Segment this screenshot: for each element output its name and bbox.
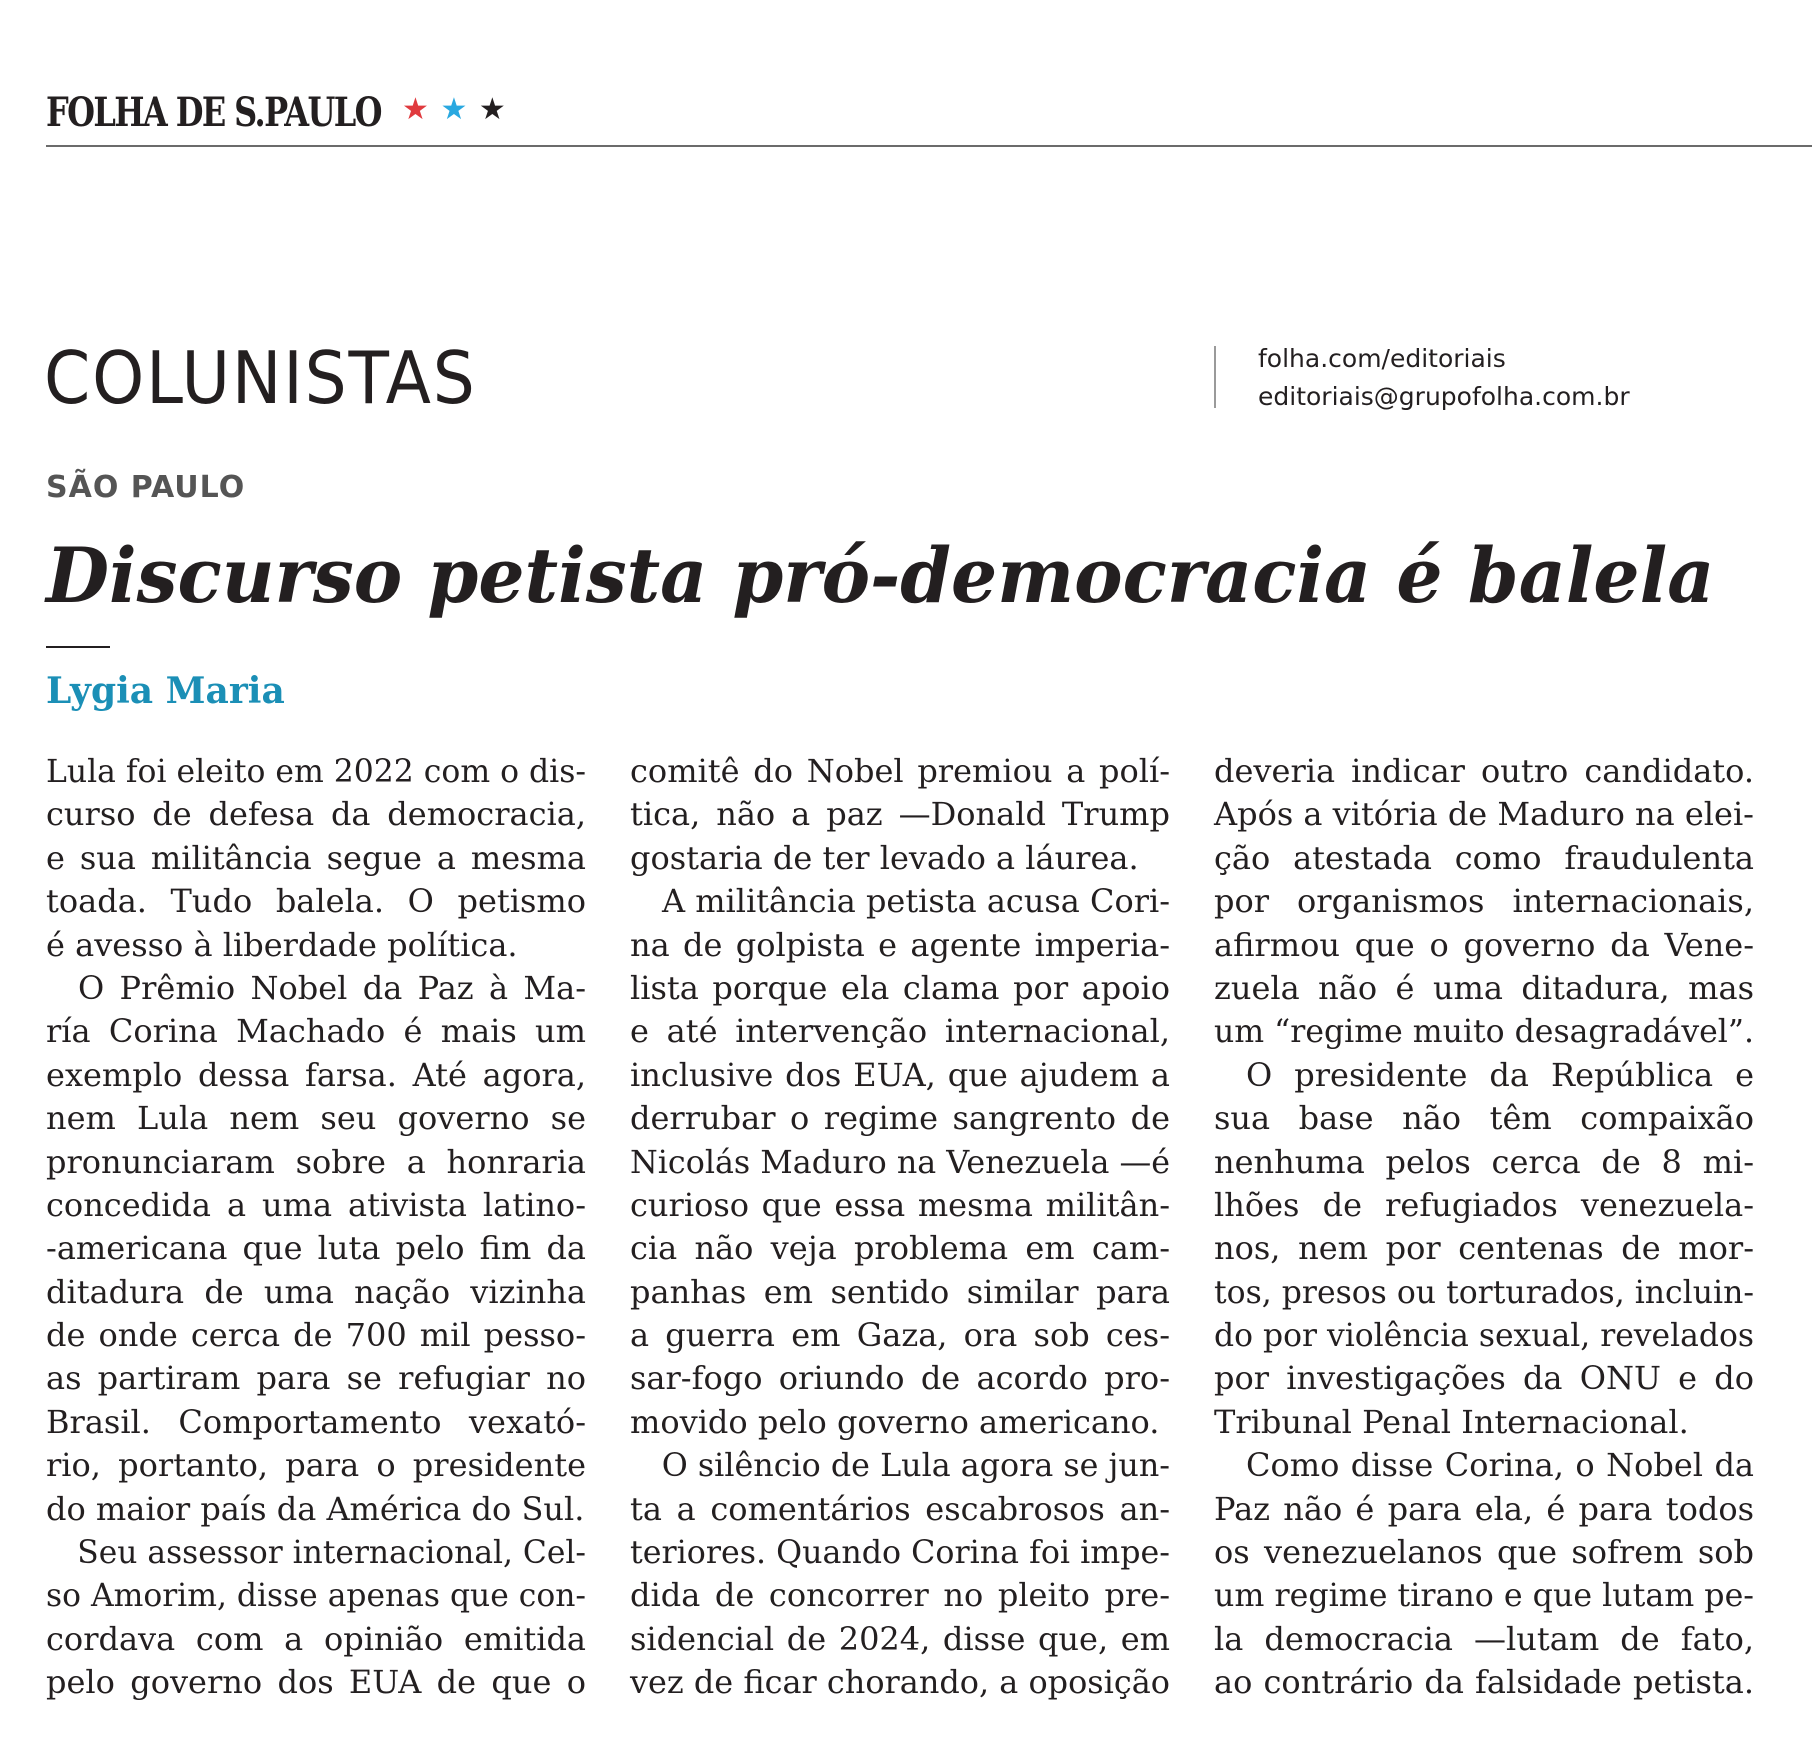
masthead — [46, 82, 507, 142]
text-line: A militância petista acusa Cori- — [661, 882, 1171, 921]
text-line: tos, presos ou torturados, incluin- — [1214, 1272, 1754, 1311]
text-line: lista porque ela clama por apoio — [630, 968, 1170, 1007]
text-line: do maior país da América do Sul. — [46, 1489, 585, 1528]
text-line: Após a vitória de Maduro na elei- — [1214, 795, 1754, 834]
article-column-3 — [1214, 750, 1754, 1705]
red-star-icon: ★ — [402, 92, 430, 127]
text-line: por organismos internacionais, — [1214, 882, 1754, 921]
text-line: sua base não têm compaixão — [1214, 1099, 1754, 1138]
blue-star-icon: ★ — [440, 92, 469, 127]
text-line: e até intervenção internacional, — [630, 1012, 1170, 1051]
text-line: O silêncio de Lula agora se jun- — [661, 1446, 1170, 1485]
logo-stars — [402, 92, 507, 127]
text-line: comitê do Nobel premiou a polí- — [630, 752, 1170, 790]
text-line: sidencial de 2024, disse que, em — [630, 1619, 1170, 1658]
text-line: ção atestada como fraudulenta — [1214, 838, 1754, 877]
text-line: e sua militância segue a mesma — [46, 838, 586, 877]
text-line: gostaria de ter levado a láurea. — [630, 838, 1139, 877]
text-line: pronunciaram sobre a honraria — [46, 1142, 586, 1181]
text-line: do por violência sexual, revelados — [1214, 1316, 1755, 1355]
contact-url: folha.com/editoriais — [1258, 344, 1506, 373]
text-line: Brasil. Comportamento vexató- — [46, 1402, 586, 1441]
masthead-rule — [46, 145, 1812, 147]
article-headline: Discurso petista pró-democracia é balela — [46, 531, 1715, 620]
text-line: O presidente da República e — [1246, 1055, 1754, 1094]
article-column-2 — [630, 750, 1170, 1705]
text-line: por investigações da ONU e do — [1214, 1359, 1754, 1398]
text-line: tica, não a paz —Donald Trump — [630, 795, 1170, 834]
text-line: deveria indicar outro candidato. — [1214, 752, 1754, 790]
text-line: concedida a uma ativista latino- — [46, 1185, 586, 1224]
text-line: nos, nem por centenas de mor- — [1214, 1229, 1754, 1268]
contact-info — [1258, 340, 1630, 416]
author-byline: Lygia Maria — [46, 670, 285, 712]
text-line: sar-fogo oriundo de acordo pro- — [630, 1359, 1170, 1398]
text-line: Como disse Corina, o Nobel da — [1246, 1446, 1754, 1485]
text-line: nem Lula nem seu governo se — [46, 1099, 586, 1138]
text-line: cia não veja problema em cam- — [630, 1229, 1170, 1268]
contact-email: editoriais@grupofolha.com.br — [1258, 382, 1630, 411]
text-line: de onde cerca de 700 mil pesso- — [46, 1316, 586, 1355]
text-line: derrubar o regime sangrento de — [630, 1099, 1170, 1138]
black-star-icon: ★ — [478, 92, 507, 127]
text-line: teriores. Quando Corina foi impe- — [630, 1533, 1171, 1572]
text-line: Lula foi eleito em 2022 com o dis- — [46, 752, 586, 790]
text-line: um “regime muito desagradável”. — [1214, 1012, 1754, 1051]
text-line: inclusive dos EUA, que ajudem a — [630, 1055, 1170, 1094]
text-line: um regime tirano e que lutam pe- — [1214, 1576, 1754, 1615]
text-line: nenhuma pelos cerca de 8 mi- — [1214, 1142, 1754, 1181]
text-line: curso de defesa da democracia, — [46, 795, 586, 834]
text-line: toada. Tudo balela. O petismo — [46, 882, 586, 921]
text-line: exemplo dessa farsa. Até agora, — [46, 1055, 586, 1094]
text-line: pelo governo dos EUA de que o — [46, 1663, 586, 1702]
text-line: é avesso à liberdade política. — [46, 925, 518, 964]
text-line: a guerra em Gaza, ora sob ces- — [630, 1316, 1170, 1355]
text-line: O Prêmio Nobel da Paz à Ma- — [78, 968, 586, 1007]
text-line: cordava com a opinião emitida — [46, 1619, 586, 1658]
text-line: os venezuelanos que sofrem sob — [1214, 1533, 1754, 1572]
text-line: ao contrário da falsidade petista. — [1214, 1663, 1754, 1702]
text-line: movido pelo governo americano. — [630, 1402, 1160, 1441]
text-line: dida de concorrer no pleito pre- — [630, 1576, 1170, 1615]
article-column-1 — [46, 750, 586, 1705]
text-line: curioso que essa mesma militân- — [630, 1185, 1170, 1224]
text-line: so Amorim, disse apenas que con- — [46, 1576, 586, 1615]
contact-divider — [1214, 346, 1216, 408]
section-title: COLUNISTAS — [44, 336, 477, 420]
text-line: vez de ficar chorando, a oposição — [630, 1663, 1170, 1702]
text-line: -americana que luta pelo fim da — [46, 1229, 586, 1268]
text-line: Tribunal Penal Internacional. — [1214, 1402, 1689, 1441]
text-line: Paz não é para ela, é para todos — [1214, 1489, 1754, 1528]
text-line: zuela não é uma ditadura, mas — [1214, 968, 1754, 1007]
folha-logo: FOLHA DE S.PAULO — [46, 88, 381, 136]
text-line: rio, portanto, para o presidente — [46, 1446, 586, 1485]
text-line: lhões de refugiados venezuela- — [1214, 1185, 1754, 1224]
text-line: panhas em sentido similar para — [630, 1272, 1170, 1311]
text-line: la democracia —lutam de fato, — [1214, 1619, 1754, 1658]
text-line: na de golpista e agente imperia- — [630, 925, 1170, 964]
byline-rule — [46, 646, 110, 648]
text-line: Nicolás Maduro na Venezuela —é — [630, 1142, 1170, 1181]
text-line: as partiram para se refugiar no — [46, 1359, 586, 1398]
text-line: Seu assessor internacional, Cel- — [77, 1533, 586, 1572]
article-kicker: SÃO PAULO — [46, 470, 246, 505]
text-line: ría Corina Machado é mais um — [46, 1012, 586, 1051]
text-line: ditadura de uma nação vizinha — [46, 1272, 586, 1311]
text-line: ta a comentários escabrosos an- — [630, 1489, 1170, 1528]
text-line: afirmou que o governo da Vene- — [1214, 925, 1754, 964]
